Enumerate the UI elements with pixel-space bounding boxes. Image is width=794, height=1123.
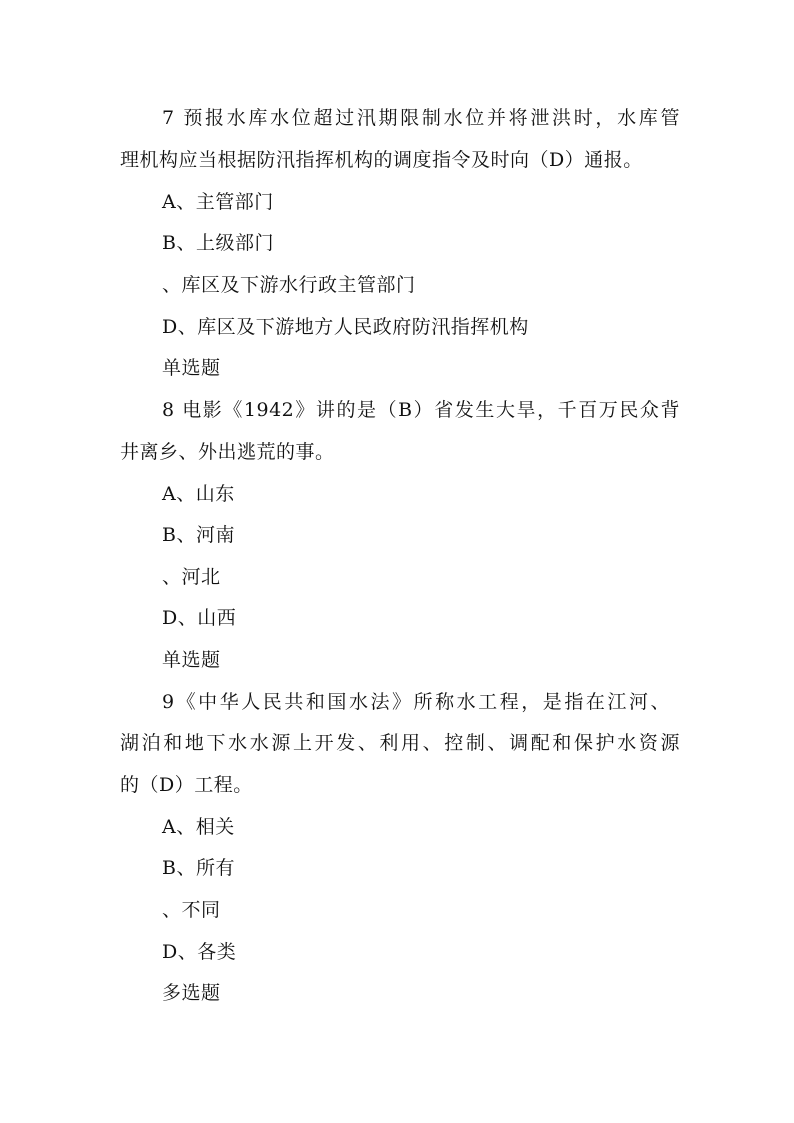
question-8-stem-line-1: 8 电影《1942》讲的是（B）省发生大旱，千百万民众背 [162,399,680,421]
question-7-stem-line-2: 理机构应当根据防汛指挥机构的调度指令及时向（D）通报。 [120,149,643,171]
question-9-option-b: B、所有 [162,857,235,879]
question-8-option-b: B、河南 [162,524,235,546]
question-9-option-a: A、相关 [162,816,235,838]
question-7-option-c: 、库区及下游水行政主管部门 [162,274,416,296]
question-9-option-d: D、各类 [162,941,237,963]
question-7-option-b: B、上级部门 [162,232,274,254]
question-7-type-label: 单选题 [162,357,221,379]
question-9-stem-line-2: 湖泊和地下水水源上开发、利用、控制、调配和保护水资源 [120,732,680,754]
question-8-option-c: 、河北 [162,566,221,588]
question-7-option-d: D、库区及下游地方人民政府防汛指挥机构 [162,316,529,338]
question-8-stem-line-2: 井离乡、外出逃荒的事。 [120,441,335,463]
question-8-option-a: A、山东 [162,483,235,505]
question-9-type-label: 多选题 [162,982,221,1004]
question-9-stem-line-3: 的（D）工程。 [120,774,253,796]
question-7-stem-line-1: 7 预报水库水位超过汛期限制水位并将泄洪时，水库管 [162,107,680,129]
question-8-option-d: D、山西 [162,607,237,629]
question-9-option-c: 、不同 [162,899,221,921]
question-7-option-a: A、主管部门 [162,191,274,213]
question-8-type-label: 单选题 [162,649,221,671]
question-9-stem-line-1: 9《中华人民共和国水法》所称水工程，是指在江河、 [162,691,670,713]
